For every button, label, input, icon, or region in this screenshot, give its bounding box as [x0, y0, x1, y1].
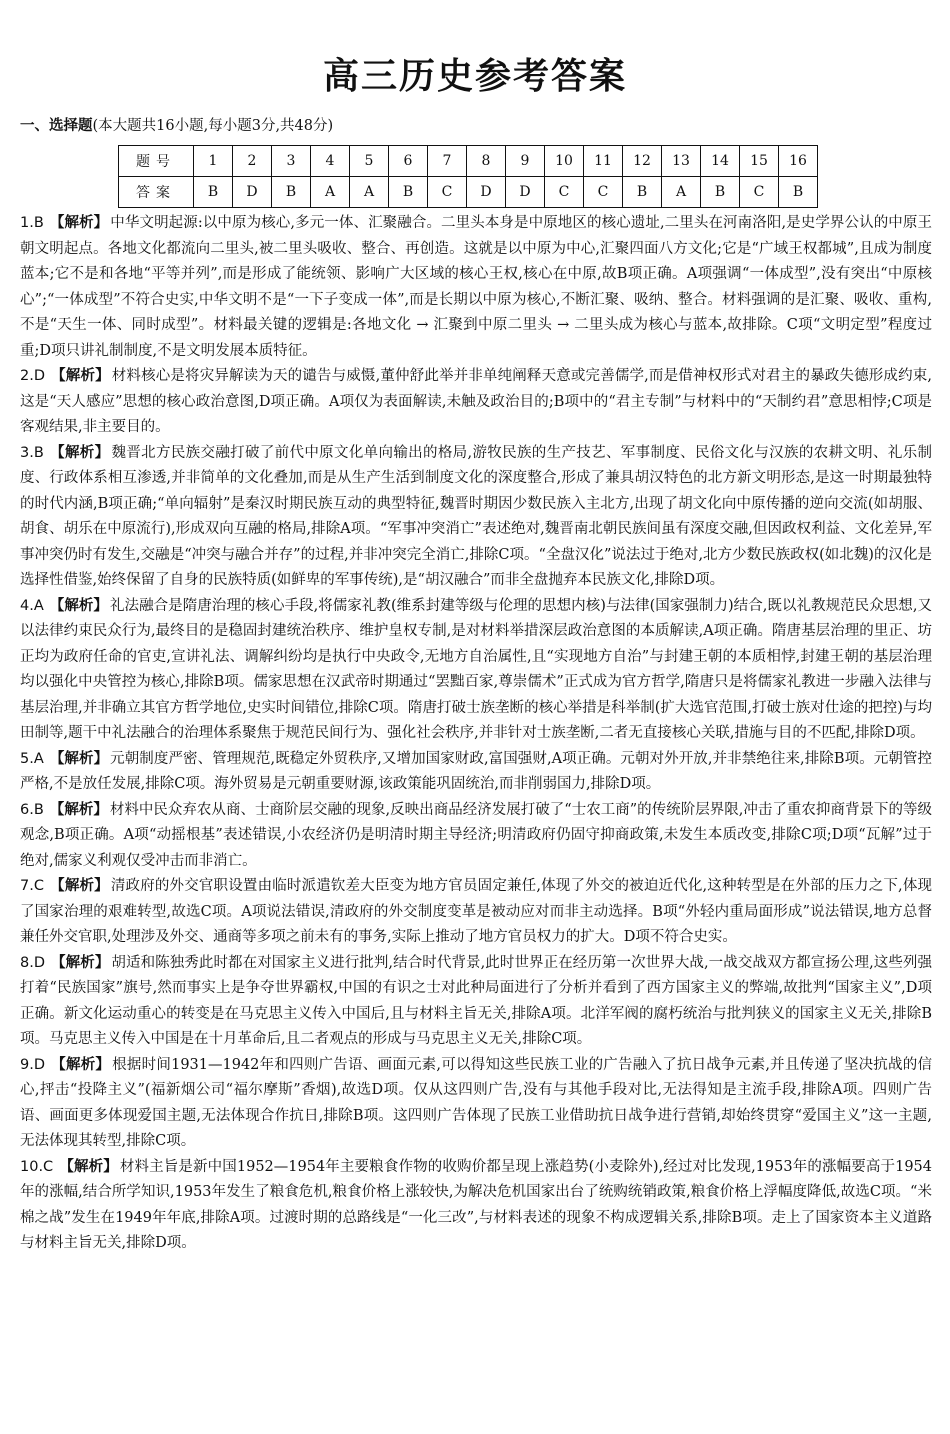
answer-table-number-row — [119, 146, 818, 177]
answer-cell: A — [311, 177, 350, 208]
item-number: 9.D — [20, 1056, 45, 1073]
item-text: 胡适和陈独秀此时都在对国家主义进行批判,结合时代背景,此时世界正在经历第一次世界大战,一战交战双方都宣扬公理,这些列强打着“民族国家”旗号,然而事实上是争夺世界霸权,中国的有识之士对此种局面进行了分析并看到了西方国家主义的弊端,故批判“国家主义”,D项正确。新文化运动重心的转变是在马克思主义传入中国后,且与材料主旨无关,排除A项。北洋军阀的腐朽统治与批判狭义的国家主义无关,排除B项。马克思主义传入中国是在十月革命后,且二者观点的形成与马克思主义无关,排除C项。 — [20, 954, 932, 1047]
answer-cell: B — [389, 177, 428, 208]
item-number: 2.D — [20, 368, 45, 384]
explanation-item — [20, 874, 932, 951]
item-text: 魏晋北方民族交融打破了前代中原文化单向输出的格局,游牧民族的生产技艺、军事制度、民俗文化与汉族的农耕文明、礼乐制度、行政体系相互渗透,并非简单的文化叠加,而是从生产生活到制度文化的深度整合,形成了兼具胡汉特色的北方新文明形态,是这一时期最独特的时代内涵,B项正确;“单向辐射”是秦汉时期民族互动的典型特征,魏晋时期因少数民族入主北方,出现了胡文化向中原传播的逆向交流(如胡服、胡食、胡乐在中原流行),形成双向互融的格局,排除A项。“军事冲突消亡”表述绝对,魏晋南北朝民族间虽有深度交融,但因政权利益、文化差异,军事冲突仍时有发生,交融是“冲突与融合并存”的过程,并非冲突完全消亡,排除C项。“全盘汉化”说法过于绝对,北方少数民族政权(如北魏)的汉化是选择性借鉴,始终保留了自身的民族特质(如鲜卑的军事传统),是“胡汉融合”而非全盘抛弃本民族文化,排除D项。 — [20, 444, 933, 588]
number-cell: 14 — [701, 146, 740, 177]
number-cell: 10 — [545, 146, 584, 177]
item-number: 5.A — [20, 750, 44, 767]
number-cell: 3 — [272, 146, 311, 177]
number-cell: 7 — [428, 146, 467, 177]
analysis-tag: 【解析】 — [59, 1158, 118, 1175]
item-text: 材料核心是将灾异解读为天的谴告与威慑,董仲舒此举并非单纯阐释天意或完善儒学,而是借神权形式对君主的暴政失德形成约束,这是“天人感应”思想的核心政治意图,D项正确。A项仅为表面解读,未触及政治目的;B项中的“君主专制”与材料中的“天制约君”意思相悖;C项是客观结果,非主要目的。 — [20, 368, 932, 435]
number-cell: 4 — [311, 146, 350, 177]
number-cell: 6 — [389, 146, 428, 177]
explanation-item — [20, 951, 932, 1053]
answer-cell: A — [662, 177, 701, 208]
item-text: 材料中民众弃农从商、士商阶层交融的现象,反映出商品经济发展打破了“士农工商”的传统阶层界限,冲击了重农抑商背景下的等级观念,B项正确。A项“动摇根基”表述错误,小农经济仍是明清时期主导经济;明清政府仍固守抑商政策,未发生本质改变,排除C项;D项“瓦解”过于绝对,儒家义利观仅受冲击而非消亡。 — [20, 801, 933, 869]
analysis-tag: 【解析】 — [51, 1056, 111, 1073]
explanation-item — [20, 364, 932, 441]
item-number: 7.C — [20, 878, 44, 894]
number-cell: 5 — [350, 146, 389, 177]
answer-cell: A — [350, 177, 389, 208]
answer-cell: B — [701, 177, 740, 208]
analysis-tag: 【解析】 — [49, 878, 109, 894]
analysis-tag: 【解析】 — [49, 801, 108, 818]
number-cell: 1 — [194, 146, 233, 177]
explanation-item — [20, 441, 932, 594]
answer-cell: C — [584, 177, 623, 208]
item-number: 1.B — [20, 215, 44, 231]
number-cell: 16 — [779, 146, 818, 177]
answer-cell: D — [233, 177, 272, 208]
explanation-item — [20, 798, 932, 875]
answer-table — [118, 145, 818, 208]
analysis-tag: 【解析】 — [49, 215, 109, 231]
item-text: 元朝制度严密、管理规范,既稳定外贸秩序,又增加国家财政,富国强财,A项正确。元朝对外开放,并非禁绝往来,排除B项。元朝管控严格,不是放任发展,排除C项。海外贸易是元朝重要财源,该政策能巩固统治,而非削弱国力,排除D项。 — [20, 750, 932, 792]
analysis-tag: 【解析】 — [49, 444, 110, 461]
item-number: 4.A — [20, 597, 44, 614]
item-text: 根据时间1931—1942年和四则广告语、画面元素,可以得知这些民族工业的广告融入了抗日战争元素,并且传递了坚决抗战的信心,抨击“投降主义”(福新烟公司“福尔摩斯”香烟),故选D项。仅从这四则广告,没有与其他手段对比,无法得知是主流手段,排除A项。四则广告语、画面更多体现爱国主题,无法体现合作抗日,排除B项。这四则广告体现了民族工业借助抗日战争进行营销,却始终贯穿“爱国主义”这一主题,无法体现其转型,排除C项。 — [20, 1056, 932, 1149]
answer-cell: B — [272, 177, 311, 208]
answer-cell: B — [623, 177, 662, 208]
explanations — [20, 211, 932, 1257]
explanation-item — [20, 1155, 932, 1257]
number-cell: 15 — [740, 146, 779, 177]
answer-table-answer-row — [119, 177, 818, 208]
answer-cell: D — [506, 177, 545, 208]
page-title: 高三历史参考答案 — [322, 56, 627, 97]
section-label: 一、选择题 — [20, 118, 93, 134]
number-row-label: 题号 — [119, 146, 194, 177]
section-heading — [20, 114, 333, 135]
answer-cell: B — [194, 177, 233, 208]
item-number: 8.D — [20, 954, 45, 971]
number-cell: 11 — [584, 146, 623, 177]
analysis-tag: 【解析】 — [49, 597, 108, 614]
analysis-tag: 【解析】 — [51, 954, 110, 971]
item-number: 6.B — [20, 801, 44, 818]
answer-cell: B — [779, 177, 818, 208]
number-cell: 9 — [506, 146, 545, 177]
item-text: 材料主旨是新中国1952—1954年主要粮食作物的收购价都呈现上涨趋势(小麦除外),经过对比发现,1953年的涨幅要高于1954年的涨幅,结合所学知识,1953年发生了粮食危机,粮食价格上涨较快,为解决危机国家出台了统购统销政策,粮食价格上浮幅度降低,故选C项。“米棉之战”发生在1949年年底,排除A项。过渡时期的总路线是“一化三改”,与材料表述的现象不构成逻辑关系,排除B项。走上了国家资本主义道路与材料主旨无关,排除D项。 — [20, 1158, 933, 1251]
explanation-item — [20, 1053, 932, 1155]
answer-cell: C — [428, 177, 467, 208]
explanation-item — [20, 211, 932, 364]
item-text: 中华文明起源:以中原为核心,多元一体、汇聚融合。二里头本身是中原地区的核心遗址,二里头在河南洛阳,是史学界公认的中原王朝文明起点。各地文化都流向二里头,被二里头吸收、整合、再创造。这就是以中原为中心,汇聚四面八方文化;它是“广域王权都城”,且成为制度蓝本;它不是和各地“平等并列”,而是形成了能统领、影响广大区域的核心王权,核心在中原,故B项正确。A项强调“一体成型”,没有突出“中原核心”;“一体成型”不符合史实,中华文明不是“一下子变成一体”,而是长期以中原为核心,不断汇聚、吸纳、整合。材料强调的是汇聚、吸收、重构,不是“天生一体、同时成型”。材料最关键的逻辑是:各地文化 → 汇聚到中原二里头 → 二里头成为核心与蓝本,故排除。C项“文明定型”程度过重;D项只讲礼制制度,不是文明发展本质特征。 — [20, 215, 932, 359]
answer-cell: C — [740, 177, 779, 208]
explanation-item — [20, 747, 932, 798]
item-number: 10.C — [20, 1158, 54, 1175]
page-bottom-mask — [0, 1372, 950, 1434]
item-text: 礼法融合是隋唐治理的核心手段,将儒家礼教(维系封建等级与伦理的思想内核)与法律(国家强制力)结合,既以礼教规范民众思想,又以法律约束民众行为,最终目的是稳固封建统治秩序、维护皇权专制,是对材料举措深层政治意图的本质解读,A项正确。隋唐基层治理的里正、坊正均为政府任命的官吏,宣讲礼法、调解纠纷均是执行中央政令,无地方自治属性,且“实现地方自治”与封建王朝的本质相悖,封建王朝的基层治理均以强化中央管控为核心,排除B项。儒家思想在汉武帝时期通过“罢黜百家,尊崇儒术”正式成为官方哲学,隋唐只是将儒家礼教进一步融入法律与基层治理,并非确立其官方哲学地位,史实时间错位,排除C项。隋唐打破士族垄断的核心举措是科举制(扩大选官范围,打破士族对仕途的把控)与均田制等,题干中礼法融合的治理体系聚焦于规范民间行为、强化社会秩序,并非针对士族垄断,二者无直接核心关联,措施与目的不匹配,排除D项。 — [20, 597, 933, 741]
number-cell: 8 — [467, 146, 506, 177]
answer-cell: C — [545, 177, 584, 208]
item-text: 清政府的外交官职设置由临时派遣钦差大臣变为地方官员固定兼任,体现了外交的被迫近代化,这种转型是在外部的压力之下,体现了国家治理的艰难转型,故选C项。A项说法错误,清政府的外交制度变革是被动应对而非主动选择。B项“外轻内重局面形成”说法错误,地方总督兼任外交官职,处理涉及外交、通商等多项之前未有的事务,实际上推动了地方官员权力的扩大。D项不符合史实。 — [20, 878, 933, 945]
number-cell: 2 — [233, 146, 272, 177]
number-cell: 12 — [623, 146, 662, 177]
analysis-tag: 【解析】 — [51, 368, 110, 384]
answer-row-label: 答案 — [119, 177, 194, 208]
number-cell: 13 — [662, 146, 701, 177]
explanation-item — [20, 594, 932, 747]
answer-cell: D — [467, 177, 506, 208]
analysis-tag: 【解析】 — [49, 750, 109, 767]
item-number: 3.B — [20, 444, 44, 461]
section-note: (本大题共16小题,每小题3分,共48分) — [92, 118, 334, 134]
